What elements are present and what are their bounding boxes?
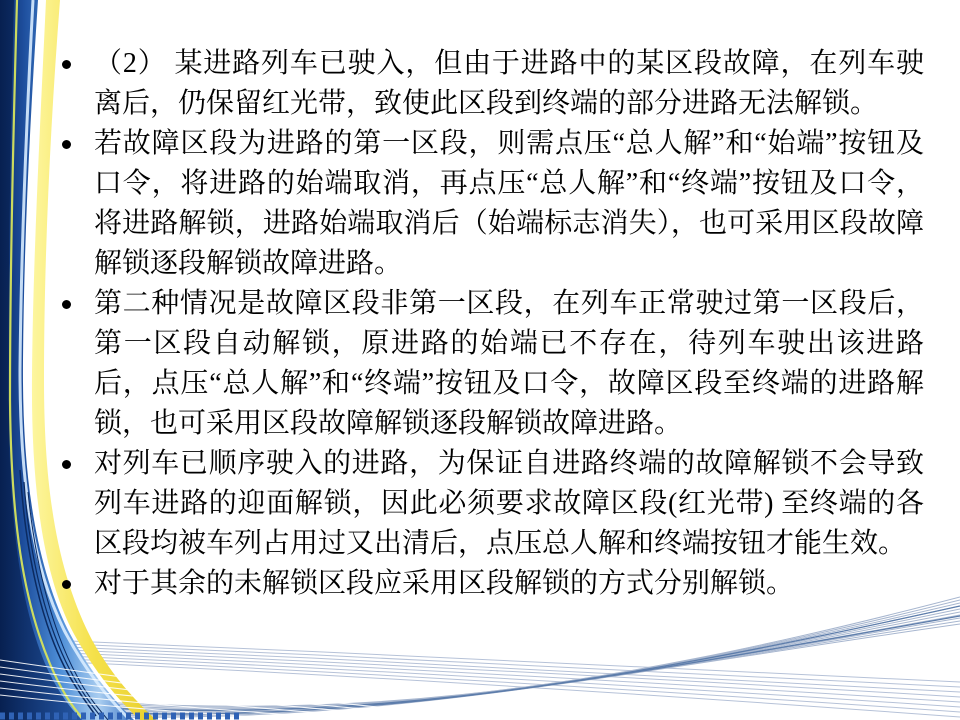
bullet-text-5: 对于其余的未解锁区段应采用区段解锁的方式分别解锁。 xyxy=(94,568,795,599)
bottom-wave-lines-up xyxy=(0,597,960,717)
bullet-marker-icon xyxy=(56,44,94,69)
bullet-text-1: （2） 某进路列车已驶入，但由于进路中的某区段故障，在列车驶离后，仍保留红光带，致使此区段到终端的部分进路无法解锁。 xyxy=(94,48,924,119)
bullet-text-2: 若故障区段为进路的第一区段，则需点压“总人解”和“始端”按钮及口令，将进路的始端取消，再点压“总人解”和“终端”按钮及口令，将进路解锁，进路始端取消后（始端标志消失），也可采用区段故障解锁逐段解锁故障进路。 xyxy=(94,128,924,279)
bullet-marker-icon xyxy=(56,124,94,149)
slide-body-text xyxy=(56,44,924,604)
bullet-item-2 xyxy=(56,124,924,284)
bullet-marker-icon xyxy=(56,284,94,309)
bullet-item-3 xyxy=(56,284,924,444)
bullet-item-4 xyxy=(56,444,924,564)
bullet-marker-icon xyxy=(56,564,94,589)
bullet-item-1 xyxy=(56,44,924,124)
bullet-text-3: 第二种情况是故障区段非第一区段，在列车正常驶过第一区段后，第一区段自动解锁，原进路的始端已不存在，待列车驶出该进路后，点压“总人解”和“终端”按钮及口令，故障区段至终端的进路解锁，也可采用区段故障解锁逐段解锁故障进路。 xyxy=(94,288,924,439)
bullet-marker-icon xyxy=(56,444,94,469)
bullet-item-5 xyxy=(56,564,924,604)
bullet-text-4: 对列车已顺序驶入的进路，为保证自进路终端的故障解锁不会导致列车进路的迎面解锁，因此必须要求故障区段(红光带) 至终端的各区段均被车列占用过又出清后，点压总人解和终端按钮才能生效。 xyxy=(94,448,924,559)
